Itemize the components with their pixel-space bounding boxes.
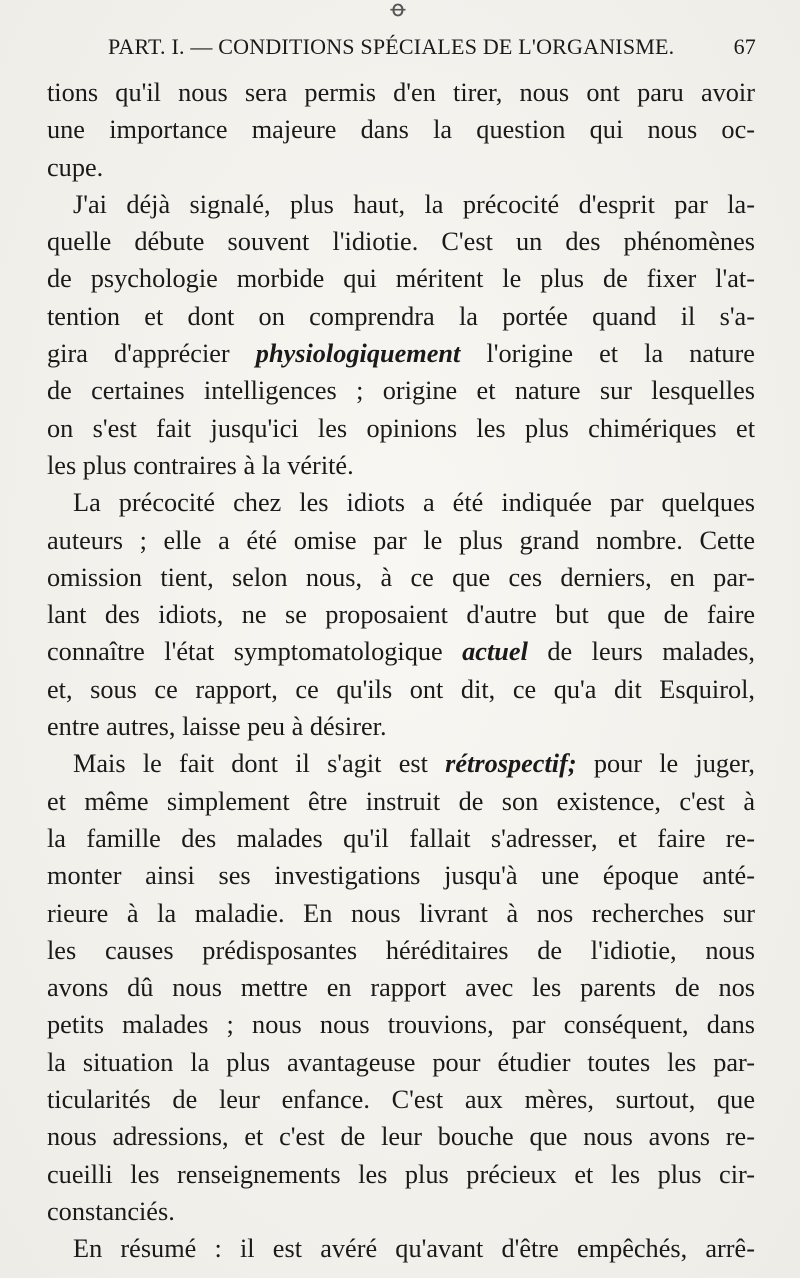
text-line bbox=[47, 895, 755, 932]
text-run: quelle débute souvent l'idiotie. C'est un des phénomènes bbox=[47, 227, 755, 257]
italic-phrase: physiologiquement bbox=[255, 339, 461, 369]
text-run: connaître l'état symptomatologique bbox=[47, 637, 463, 667]
text-run: et même simplement être instruit de son existence, c'est à bbox=[47, 786, 755, 816]
text-line bbox=[47, 372, 755, 409]
text-run: omission tient, selon nous, à ce que ces derniers, en par- bbox=[47, 562, 755, 592]
text-run: nous adressions, et c'est de leur bouche que nous avons re- bbox=[47, 1122, 755, 1152]
text-run: monter ainsi ses investigations jusqu'à une époque anté- bbox=[47, 861, 755, 891]
text-line bbox=[47, 74, 755, 111]
text-run: entre autres, laisse peu à désirer. bbox=[47, 712, 387, 742]
text-run: de psychologie morbide qui méritent le plus de fixer l'at- bbox=[47, 264, 755, 294]
text-run: avons dû nous mettre en rapport avec les parents de nos bbox=[47, 973, 755, 1003]
text-run: cueilli les renseignements les plus précieux et les plus cir- bbox=[47, 1159, 755, 1189]
text-line bbox=[47, 745, 755, 782]
text-run: ticularités de leur enfance. C'est aux mères, surtout, que bbox=[47, 1085, 755, 1115]
text-line bbox=[47, 1006, 755, 1043]
text-line bbox=[47, 1193, 755, 1230]
text-line bbox=[47, 1044, 755, 1081]
text-line bbox=[47, 335, 755, 372]
text-run: l'origine et la nature bbox=[460, 339, 755, 369]
text-line bbox=[47, 1156, 755, 1193]
text-line bbox=[47, 484, 755, 521]
text-line bbox=[47, 1118, 755, 1155]
text-line bbox=[47, 820, 755, 857]
text-run: on s'est fait jusqu'ici les opinions les plus chimériques et bbox=[47, 413, 755, 443]
text-run: tention et dont on comprendra la portée quand il s'a- bbox=[47, 301, 755, 331]
text-run: pour le juger, bbox=[576, 749, 755, 779]
text-run: tions qu'il nous sera permis d'en tirer, nous ont paru avoir bbox=[47, 78, 755, 107]
text-run: J'ai déjà signalé, plus haut, la précocité d'esprit par la- bbox=[73, 189, 755, 219]
text-line bbox=[47, 708, 755, 745]
page-number: 67 bbox=[733, 34, 756, 59]
text-line bbox=[47, 1081, 755, 1118]
page-body-text bbox=[47, 74, 755, 1268]
text-line bbox=[47, 932, 755, 969]
page-top-mark: ꝋ bbox=[390, 0, 406, 21]
text-run: En résumé : il est avéré qu'avant d'être empêchés, arrê- bbox=[73, 1234, 755, 1264]
text-run: rieure à la maladie. En nous livrant à nos recherches sur bbox=[47, 898, 755, 928]
text-run: Mais le fait dont il s'agit est bbox=[73, 749, 446, 779]
text-line bbox=[47, 260, 755, 297]
text-line bbox=[47, 298, 755, 335]
text-run: une importance majeure dans la question qui nous oc- bbox=[47, 115, 755, 145]
text-line bbox=[47, 1230, 755, 1267]
italic-phrase: rétrospectif; bbox=[445, 749, 577, 779]
text-run: les causes prédisposantes héréditaires de l'idiotie, nous bbox=[47, 935, 755, 965]
text-line bbox=[47, 447, 755, 484]
text-run: cupe. bbox=[47, 152, 104, 182]
text-run: petits malades ; nous nous trouvions, par conséquent, dans bbox=[47, 1010, 755, 1040]
running-header bbox=[108, 34, 756, 64]
text-line bbox=[47, 596, 755, 633]
text-line bbox=[47, 969, 755, 1006]
text-line bbox=[47, 857, 755, 894]
text-run: la situation la plus avantageuse pour étudier toutes les par- bbox=[47, 1047, 755, 1077]
text-line bbox=[47, 186, 755, 223]
text-line bbox=[47, 410, 755, 447]
text-run: de leurs malades, bbox=[527, 637, 755, 667]
text-line bbox=[47, 783, 755, 820]
text-run: gira d'apprécier bbox=[47, 339, 256, 369]
text-run: lant des idiots, ne se proposaient d'autre but que de faire bbox=[47, 600, 755, 630]
italic-phrase: actuel bbox=[462, 637, 528, 667]
text-line bbox=[47, 633, 755, 670]
text-run: les plus contraires à la vérité. bbox=[47, 450, 354, 480]
text-line bbox=[47, 522, 755, 559]
text-run: et, sous ce rapport, ce qu'ils ont dit, ce qu'a dit Esquirol, bbox=[47, 674, 755, 704]
text-line bbox=[47, 149, 755, 186]
text-run: La précocité chez les idiots a été indiquée par quelques bbox=[73, 488, 755, 518]
text-line bbox=[47, 559, 755, 596]
text-run: de certaines intelligences ; origine et nature sur lesquelles bbox=[47, 376, 755, 406]
text-line bbox=[47, 111, 755, 148]
text-run: auteurs ; elle a été omise par le plus grand nombre. Cette bbox=[47, 525, 755, 555]
text-line bbox=[47, 671, 755, 708]
text-run: constanciés. bbox=[47, 1196, 175, 1226]
text-line bbox=[47, 223, 755, 260]
text-run: la famille des malades qu'il fallait s'adresser, et faire re- bbox=[47, 823, 755, 853]
running-title: PART. I. — CONDITIONS SPÉCIALES DE L'ORGANISME. bbox=[108, 34, 675, 59]
